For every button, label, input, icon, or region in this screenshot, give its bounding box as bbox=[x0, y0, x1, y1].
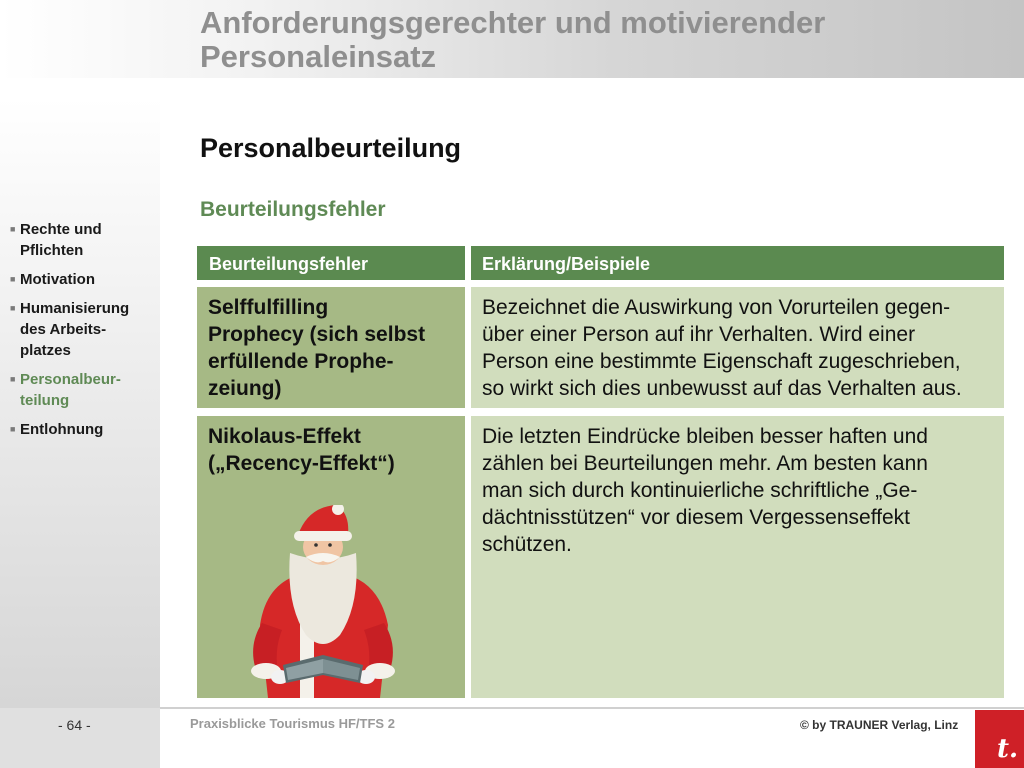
footer-source: Praxisblicke Tourismus HF/TFS 2 bbox=[190, 716, 395, 731]
square-bullet-icon: ■ bbox=[10, 374, 16, 384]
footer-copyright: © by TRAUNER Verlag, Linz bbox=[800, 718, 959, 732]
footer-divider bbox=[160, 707, 1024, 709]
trauner-logo bbox=[975, 710, 1024, 768]
section-title: Personalbeurteilung bbox=[200, 133, 462, 163]
sidebar-item-humanisierung[interactable] bbox=[10, 298, 155, 361]
explanation-line: Die letzten Eindrücke bleiben besser haften und bbox=[482, 425, 928, 448]
table-cell-explanation bbox=[471, 287, 1004, 408]
term-line: erfüllende Prophe- bbox=[208, 350, 394, 373]
slide-title-line-1: Anforderungsgerechter und motivierender bbox=[200, 5, 826, 40]
table-cell-explanation bbox=[471, 416, 1004, 698]
sidebar-item-personalbeurteilung[interactable] bbox=[10, 369, 155, 411]
term-line: Selffulfilling bbox=[208, 296, 329, 319]
explanation-line: so wirkt sich dies unbewusst auf das Verhalten aus. bbox=[482, 377, 962, 400]
square-bullet-icon: ■ bbox=[10, 274, 16, 284]
sidebar-item-label: Entlohnung bbox=[20, 421, 104, 438]
sidebar-item-label: teilung bbox=[20, 392, 70, 409]
explanation-line: schützen. bbox=[482, 533, 572, 556]
term-line: Nikolaus-Effekt bbox=[208, 425, 361, 448]
square-bullet-icon: ■ bbox=[10, 224, 16, 234]
sidebar-item-label: platzes bbox=[20, 342, 71, 359]
explanation-line: Bezeichnet die Auswirkung von Vorurteilen gegen- bbox=[482, 296, 951, 319]
page-number: - 64 - bbox=[58, 717, 91, 733]
explanation-line: dächtnisstützen“ vor diesem Vergessenseffekt bbox=[482, 506, 911, 529]
term-line: Prophecy (sich selbst bbox=[208, 323, 426, 346]
square-bullet-icon: ■ bbox=[10, 424, 16, 434]
sidebar-item-label: Humanisierung bbox=[20, 300, 130, 317]
trauner-logo-text: t. bbox=[996, 734, 1018, 764]
explanation-line: man sich durch kontinuierliche schriftliche „Ge- bbox=[482, 479, 918, 502]
term-line: („Recency-Effekt“) bbox=[208, 452, 395, 475]
sidebar-item-motivation[interactable] bbox=[10, 269, 155, 290]
term-line: zeiung) bbox=[208, 377, 282, 400]
sidebar-item-label: des Arbeits- bbox=[20, 321, 107, 338]
sidebar-item-label: Personalbeur- bbox=[20, 371, 121, 388]
sidebar-item-label: Motivation bbox=[20, 271, 95, 288]
sidebar-nav bbox=[10, 219, 155, 448]
square-bullet-icon: ■ bbox=[10, 303, 16, 313]
sidebar-item-label: Pflichten bbox=[20, 242, 84, 259]
table-header-explanation: Erklärung/Beispiele bbox=[471, 246, 1004, 280]
table-cell-term bbox=[197, 287, 465, 408]
explanation-line: Person eine bestimmte Eigenschaft zugeschrieben, bbox=[482, 350, 961, 373]
slide-title-line-2: Personaleinsatz bbox=[200, 39, 437, 74]
explanation-line: über einer Person auf ihr Verhalten. Wird einer bbox=[482, 323, 916, 346]
slide-title bbox=[200, 6, 1000, 74]
explanation-line: zählen bei Beurteilungen mehr. Am besten kann bbox=[482, 452, 928, 475]
santa-claus-illustration bbox=[238, 505, 408, 698]
table-header-term: Beurteilungsfehler bbox=[197, 246, 465, 280]
subsection-title: Beurteilungsfehler bbox=[200, 198, 386, 221]
sidebar-item-entlohnung[interactable] bbox=[10, 419, 155, 440]
sidebar-item-label: Rechte und bbox=[20, 221, 102, 238]
sidebar-item-rechte-und-pflichten[interactable] bbox=[10, 219, 155, 261]
